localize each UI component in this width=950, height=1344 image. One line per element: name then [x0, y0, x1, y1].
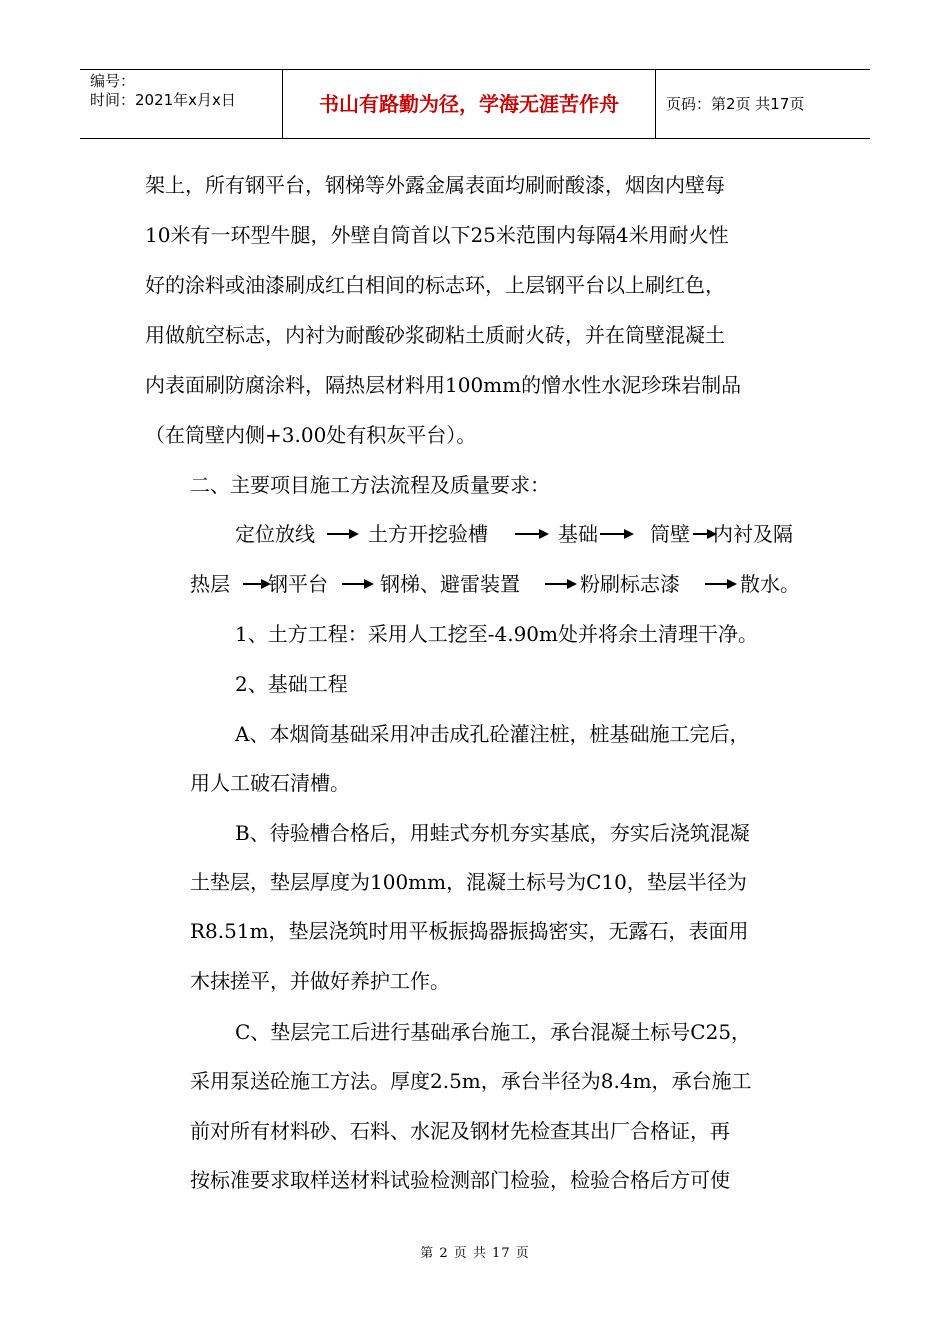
body-line: 按标准要求取样送材料试验检测部门检验，检验合格后方可使 — [190, 1168, 730, 1192]
body-line: （在筒壁内侧+3.00处有积灰平台）。 — [145, 423, 477, 447]
flow-step: 基础 — [558, 522, 598, 546]
body-line: 土垫层，垫层厚度为100mm，混凝土标号为C10，垫层半径为 — [190, 870, 747, 894]
flow-step: 筒壁 — [650, 522, 690, 546]
header-info-cell — [80, 70, 283, 138]
body-line: 1、土方工程：采用人工挖至-4.90m处并将余土清理干净。 — [235, 622, 758, 646]
time-label: 时间：2021年x月x日 — [90, 91, 236, 109]
body-line: R8.51m，垫层浇筑时用平板振捣器振捣密实，无露石，表面用 — [190, 919, 749, 943]
flow-step: 土方开挖验槽 — [368, 522, 488, 546]
body-line: 10米有一环型牛腿，外壁自筒首以下25米范围内每隔4米用耐火性 — [145, 223, 729, 247]
header-page-cell — [656, 70, 870, 138]
flow-step: 粉刷标志漆 — [580, 572, 680, 596]
body-line: C、垫层完工后进行基础承台施工，承台混凝土标号C25， — [235, 1020, 752, 1044]
flow-arrow-icon — [243, 571, 271, 597]
motto-text: 书山有路勤为径，学海无涯苦作舟 — [319, 92, 619, 116]
body-line: 采用泵送砼施工方法。厚度2.5m，承台半径为8.4m，承台施工 — [190, 1069, 752, 1093]
body-line: 内表面刷防腐涂料，隔热层材料用100mm的憎水性水泥珍珠岩制品 — [145, 373, 742, 397]
flow-step: 内衬及隔 — [713, 522, 793, 546]
flow-arrow-icon — [545, 571, 577, 597]
number-label: 编号： — [90, 72, 136, 90]
flow-arrow-icon — [327, 521, 359, 547]
body-line: 用做航空标志，内衬为耐酸砂浆砌粘土质耐火砖，并在筒壁混凝土 — [145, 323, 725, 347]
flow-step: 定位放线 — [235, 522, 315, 546]
flow-arrow-icon — [600, 521, 634, 547]
body-line: 好的涂料或油漆刷成红白相间的标志环，上层钢平台以上刷红色， — [145, 273, 725, 297]
flow-step: 热层 — [190, 572, 230, 596]
body-line: 木抹搓平，并做好养护工作。 — [190, 969, 450, 993]
flow-step: 钢平台 — [268, 572, 328, 596]
flow-step: 散水。 — [740, 572, 800, 596]
body-line: 用人工破石清槽。 — [190, 771, 350, 795]
body-line: A、本烟筒基础采用冲击成孔砼灌注桩，桩基础施工完后， — [235, 722, 750, 746]
body-line: B、待验槽合格后，用蛙式夯机夯实基底，夯实后浇筑混凝 — [235, 821, 750, 845]
header-motto-cell — [283, 70, 656, 138]
flow-arrow-icon — [705, 571, 737, 597]
body-line: 架上，所有钢平台，钢梯等外露金属表面均刷耐酸漆，烟囱内壁每 — [145, 173, 725, 197]
page-info: 页码：第2页 共17页 — [666, 95, 805, 113]
page-footer: 第 2 页 共 17 页 — [420, 1246, 530, 1261]
document-header — [80, 69, 870, 139]
flow-step: 钢梯、避雷装置 — [380, 572, 520, 596]
body-line: 2、基础工程 — [235, 672, 348, 696]
body-line: 前对所有材料砂、石料、水泥及钢材先检查其出厂合格证，再 — [190, 1119, 730, 1143]
section-heading: 二、主要项目施工方法流程及质量要求： — [190, 473, 550, 497]
flow-arrow-icon — [515, 521, 549, 547]
flow-arrow-icon — [342, 571, 374, 597]
